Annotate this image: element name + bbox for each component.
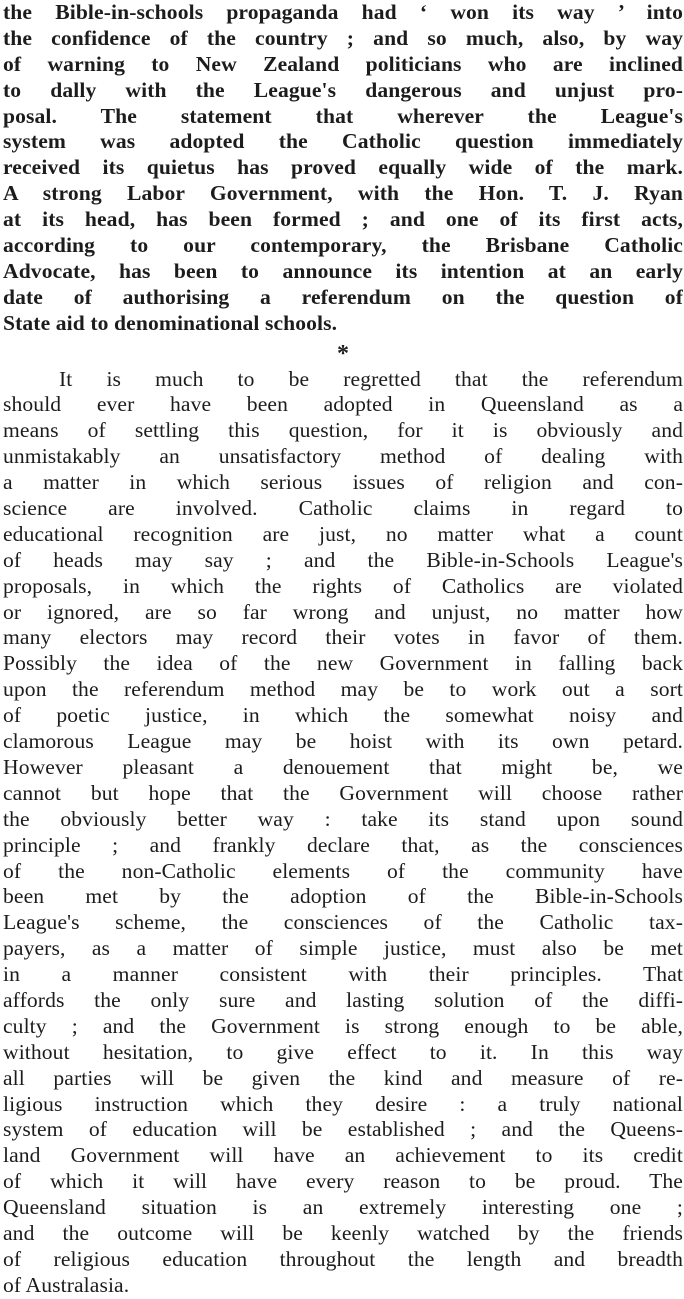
text-line: the confidence of the country ; and so much, also, by way: [3, 25, 683, 50]
article-page: [3, 0, 683, 1299]
text-line: of which it will have every reason to be proud. The: [3, 1169, 683, 1194]
text-line: unmistakably an unsatisfactory method of dealing with: [3, 444, 683, 469]
text-line: of poetic justice, in which the somewhat noisy and: [3, 703, 683, 728]
text-line: received its quietus has proved equally wide of the mark.: [3, 155, 683, 180]
text-line: culty ; and the Government is strong enough to be able,: [3, 1013, 683, 1038]
text-line: It is much to be regretted that the referendum: [59, 366, 683, 391]
text-line: many electors may record their votes in favor of them.: [3, 625, 683, 650]
text-line: the obviously better way : take its stand upon sound: [3, 806, 683, 831]
text-line: A strong Labor Government, with the Hon. T. J. Ryan: [3, 181, 683, 206]
section-separator: *: [336, 340, 350, 367]
paragraph-second: [3, 367, 683, 1299]
text-line: system was adopted the Catholic question immediately: [3, 129, 683, 154]
text-line: system of education will be established ; and the Queens-: [3, 1117, 683, 1142]
text-line: a matter in which serious issues of religion and con-: [3, 470, 683, 495]
text-line: date of authorising a referendum on the question of: [3, 284, 683, 309]
text-line: educational recognition are just, no matter what a count: [3, 521, 683, 546]
text-line: State aid to denominational schools.: [3, 310, 338, 335]
text-line: should ever have been adopted in Queensland as a: [3, 392, 683, 417]
text-line: ligious instruction which they desire : a truly national: [3, 1091, 683, 1116]
text-line: science are involved. Catholic claims in regard to: [3, 496, 683, 521]
text-line: all parties will be given the kind and measure of re-: [3, 1065, 683, 1090]
text-line: Advocate, has been to announce its intention at an early: [3, 258, 683, 283]
text-line: clamorous League may be hoist with its own petard.: [3, 729, 683, 754]
text-line: been met by the adoption of the Bible-in-Schools: [3, 884, 683, 909]
text-line: the Bible-in-schools propaganda had ‘ won its way ’ into: [3, 0, 683, 24]
paragraph-first: [3, 0, 683, 337]
text-line: without hesitation, to give effect to it. In this way: [3, 1039, 683, 1064]
text-line: upon the referendum method may be to work out a sort: [3, 677, 683, 702]
text-line: proposals, in which the rights of Catholics are violated: [3, 573, 683, 598]
text-line: and the outcome will be keenly watched by the friends: [3, 1220, 683, 1245]
text-line: or ignored, are so far wrong and unjust, no matter how: [3, 599, 683, 624]
text-line: posal. The statement that wherever the League's: [3, 103, 683, 128]
text-line: of the non-Catholic elements of the community have: [3, 858, 683, 883]
text-line: of heads may say ; and the Bible-in-Schools League's: [3, 547, 683, 572]
text-line: affords the only sure and lasting solution of the diffi-: [3, 987, 683, 1012]
text-line: to dally with the League's dangerous and unjust pro-: [3, 77, 683, 102]
text-line: land Government will have an achievement to its credit: [3, 1143, 683, 1168]
text-line: Queensland situation is an extremely interesting one ;: [3, 1195, 683, 1220]
text-line: League's scheme, the consciences of the Catholic tax-: [3, 910, 683, 935]
text-line: in a manner consistent with their principles. That: [3, 962, 683, 987]
text-line: Possibly the idea of the new Government in falling back: [3, 651, 683, 676]
text-line: at its head, has been formed ; and one of its first acts,: [3, 207, 683, 232]
text-line: of religious education throughout the length and breadth: [3, 1246, 683, 1271]
text-line: payers, as a matter of simple justice, must also be met: [3, 936, 683, 961]
text-line: means of settling this question, for it is obviously and: [3, 418, 683, 443]
text-line: principle ; and frankly declare that, as the consciences: [3, 832, 683, 857]
text-line: of warning to New Zealand politicians who are inclined: [3, 51, 683, 76]
text-line: of Australasia.: [3, 1272, 130, 1297]
text-line: cannot but hope that the Government will choose rather: [3, 780, 683, 805]
text-line: according to our contemporary, the Brisbane Catholic: [3, 233, 683, 258]
text-line: However pleasant a denouement that might be, we: [3, 754, 683, 779]
